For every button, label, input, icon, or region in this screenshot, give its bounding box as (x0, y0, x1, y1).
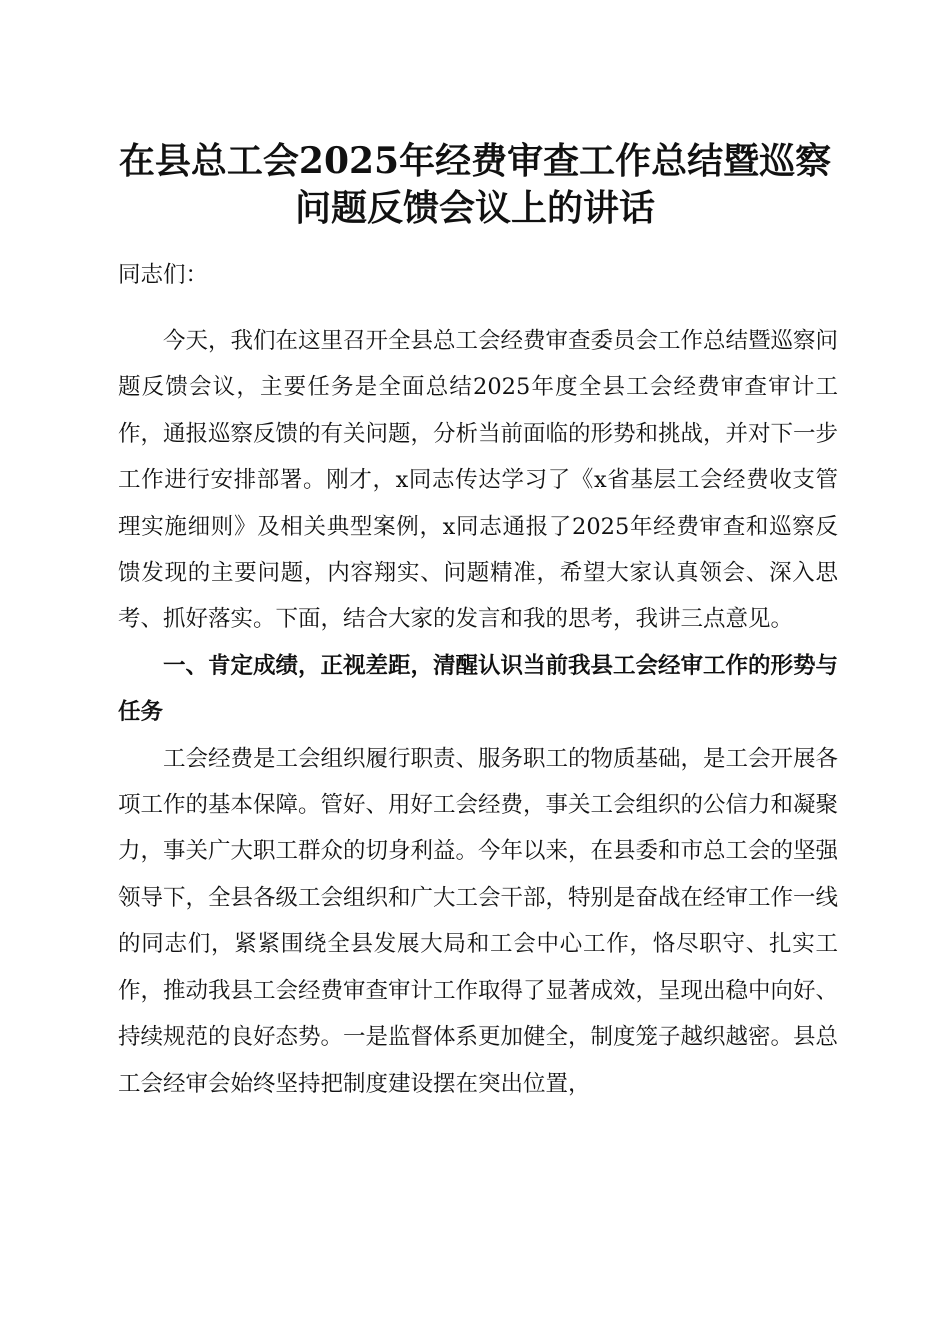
document-body (118, 318, 838, 1107)
document-title-line-1: 在县总工会2025年经费审查工作总结暨巡察 (118, 140, 832, 182)
section-heading: 一、肯定成绩，正视差距，清醒认识当前我县工会经审工作的形势与任务 (118, 652, 839, 726)
document-title-line-2: 问题反馈会议上的讲话 (294, 187, 655, 229)
intro-paragraph: 今天，我们在这里召开全县总工会经费审查委员会工作总结暨巡察问题反馈会议，主要任务是全面总结2025年度全县工会经费审查审计工作，通报巡察反馈的有关问题，分析当前面临的形势和挑战，并对下一步工作进行安排部署。刚才，x同志传达学习了《x省基层工会经费收支管理实施细则》及相关典型案例，x同志通报了2025年经费审查和巡察反馈发现的主要问题，内容翔实、问题精准，希望大家认真领会、深入思考、抓好落实。下面，结合大家的发言和我的思考，我讲三点意见。 (118, 328, 839, 633)
salutation: 同志们： (118, 262, 209, 288)
section-paragraph: 工会经费是工会组织履行职责、服务职工的物质基础，是工会开展各项工作的基本保障。管好、用好工会经费，事关工会组织的公信力和凝聚力，事关广大职工群众的切身利益。今年以来，在县委和市总工会的坚强领导下，全县各级工会组织和广大工会干部，特别是奋战在经审工作一线的同志们，紧紧围绕全县发展大局和工会中心工作，恪尽职守、扎实工作，推动我县工会经费审查审计工作取得了显著成效，呈现出稳中向好、持续规范的良好态势。一是监督体系更加健全，制度笼子越织越密。县总工会经审会始终坚持把制度建设摆在突出位置， (118, 745, 839, 1097)
